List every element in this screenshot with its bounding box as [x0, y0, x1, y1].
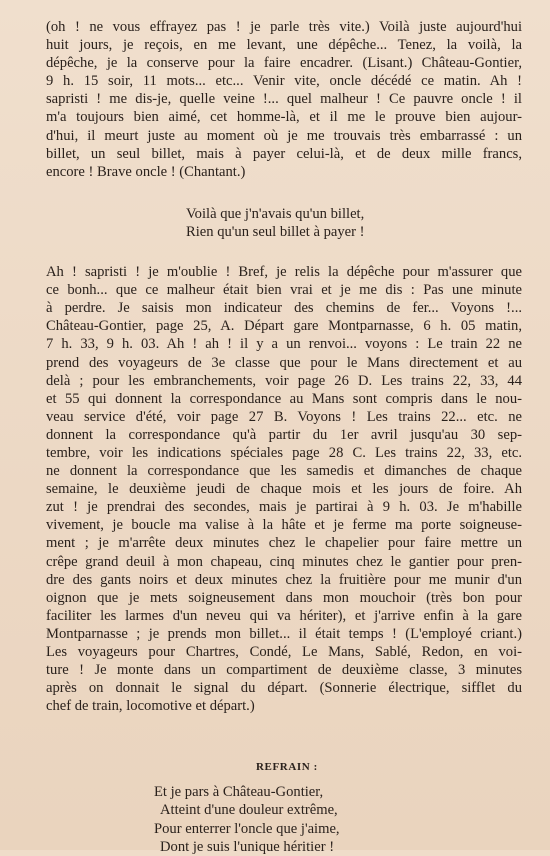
text-line: faciliter les larmes d'un neveu qui va hériter), et j'arrive enfin à la gare [46, 607, 522, 624]
text-line: crêpe grand deuil à mon chapeau, cinq minutes chez le gantier pour pren- [46, 553, 522, 570]
text-line: ture ! Je monte dans un compartiment de deuxième classe, 3 minutes [46, 662, 522, 679]
text-line: ce bonh... que ce malheur était bien vrai et je me dis : Pas une minute [46, 282, 522, 299]
text-line: sapristi ! me dis-je, quelle veine !... quel malheur ! Ce pauvre oncle ! il [46, 91, 522, 108]
text-line: Château-Gontier, page 25, A. Départ gare Montparnasse, 6 h. 05 matin, [46, 318, 522, 335]
text-line: semaine, le deuxième jeudi de chaque mois et les jours de foire. Ah [46, 481, 522, 498]
text-line: ne donnent la correspondance que les samedis et dimanches de chaque [46, 463, 522, 480]
text-line: m'a toujours bien aimé, cet homme-là, et il me le prouve bien aujour- [46, 109, 522, 126]
text-line: delà ; pour les embranchements, voir page 26 D. Les trains 22, 33, 44 [46, 372, 522, 389]
text-line: (oh ! ne vous effrayez pas ! je parle très vite.) Voilà juste aujourd'hui [46, 19, 522, 35]
refrain-verse [154, 783, 522, 855]
text-line: 7 h. 33, 9 h. 03. Ah ! ah ! il y a un renvoi... voyons : Le train 22 ne [46, 336, 522, 353]
text-line: zut ! je prendrai des secondes, mais je partirai à 9 h. 03. Je m'habille [46, 499, 522, 516]
text-line: tembre, voir les indications spéciales page 28 C. Les trains 22, 33, etc. [46, 444, 522, 461]
refrain-line: Pour enterrer l'oncle que j'aime, [154, 820, 340, 837]
refrain-line: Atteint d'une douleur extrême, [160, 802, 338, 819]
text-line: ment ; je m'arrête deux minutes chez le chapelier pour faire mettre un [46, 535, 522, 552]
paragraph-2 [46, 263, 522, 715]
paragraph-1 [46, 18, 522, 181]
text-line: prend des voyageurs de 3e classe que pour le Mans directement et au [46, 354, 522, 371]
sung-verse [186, 205, 522, 241]
text-line: donnent la correspondance qu'à partir du 1er avril jusqu'au 30 sep- [46, 426, 522, 443]
text-line: oignon que je mets soigneusement dans mon mouchoir (très bon pour [46, 589, 522, 606]
text-line: billet, un seul billet, mais à payer celui-là, et de deux mille francs, [46, 145, 522, 162]
refrain-line: Dont je suis l'unique héritier ! [160, 838, 335, 855]
text-line: veau service d'été, voir page 27 B. Voyons ! Les trains 22... etc. ne [46, 408, 522, 425]
refrain-line: Et je pars à Château-Gontier, [154, 784, 324, 801]
text-line: vivement, je boucle ma valise à la hâte et je ferme ma porte soigneuse- [46, 517, 522, 534]
text-line: chef de train, locomotive et départ.) [46, 698, 255, 715]
text-line: encore ! Brave oncle ! (Chantant.) [46, 163, 246, 180]
text-line: d'hui, il meurt juste au moment où je me trouvais très embarrassé : un [46, 127, 522, 144]
verse-line: Rien qu'un seul billet à payer ! [186, 223, 365, 240]
text-line: et 55 qui donnent la correspondance au Mans sont compris dans le nou- [46, 390, 522, 407]
refrain-heading: REFRAIN : [256, 761, 318, 774]
text-line: à perdre. Je saisis mon indicateur des chemins de fer... Voyons !... [46, 300, 522, 317]
text-line: dépêche, je la conserve pour la faire encadrer. (Lisant.) Château-Gontier, [46, 55, 522, 72]
text-line: Ah ! sapristi ! je m'oublie ! Bref, je relis la dépêche pour m'assurer que [46, 264, 522, 281]
text-line: huit jours, je reçois, en me levant, une dépêche... Tenez, la voilà, la [46, 37, 522, 54]
text-line: 9 h. 15 soir, 11 mots... etc... Venir vite, oncle décédé ce matin. Ah ! [46, 73, 522, 90]
text-line: dre des gants noirs et deux minutes chez la fruitière pour me munir d'un [46, 571, 522, 588]
text-line: Montparnasse ; je prends mon billet... il était temps ! (L'employé criant.) [46, 625, 522, 642]
text-line: après on donnait le signal du départ. (Sonnerie électrique, sifflet du [46, 680, 522, 697]
text-line: Les voyageurs pour Chartres, Condé, Le Mans, Sablé, Redon, en voi- [46, 644, 522, 660]
verse-line: Voilà que j'n'avais qu'un billet, [186, 205, 365, 222]
